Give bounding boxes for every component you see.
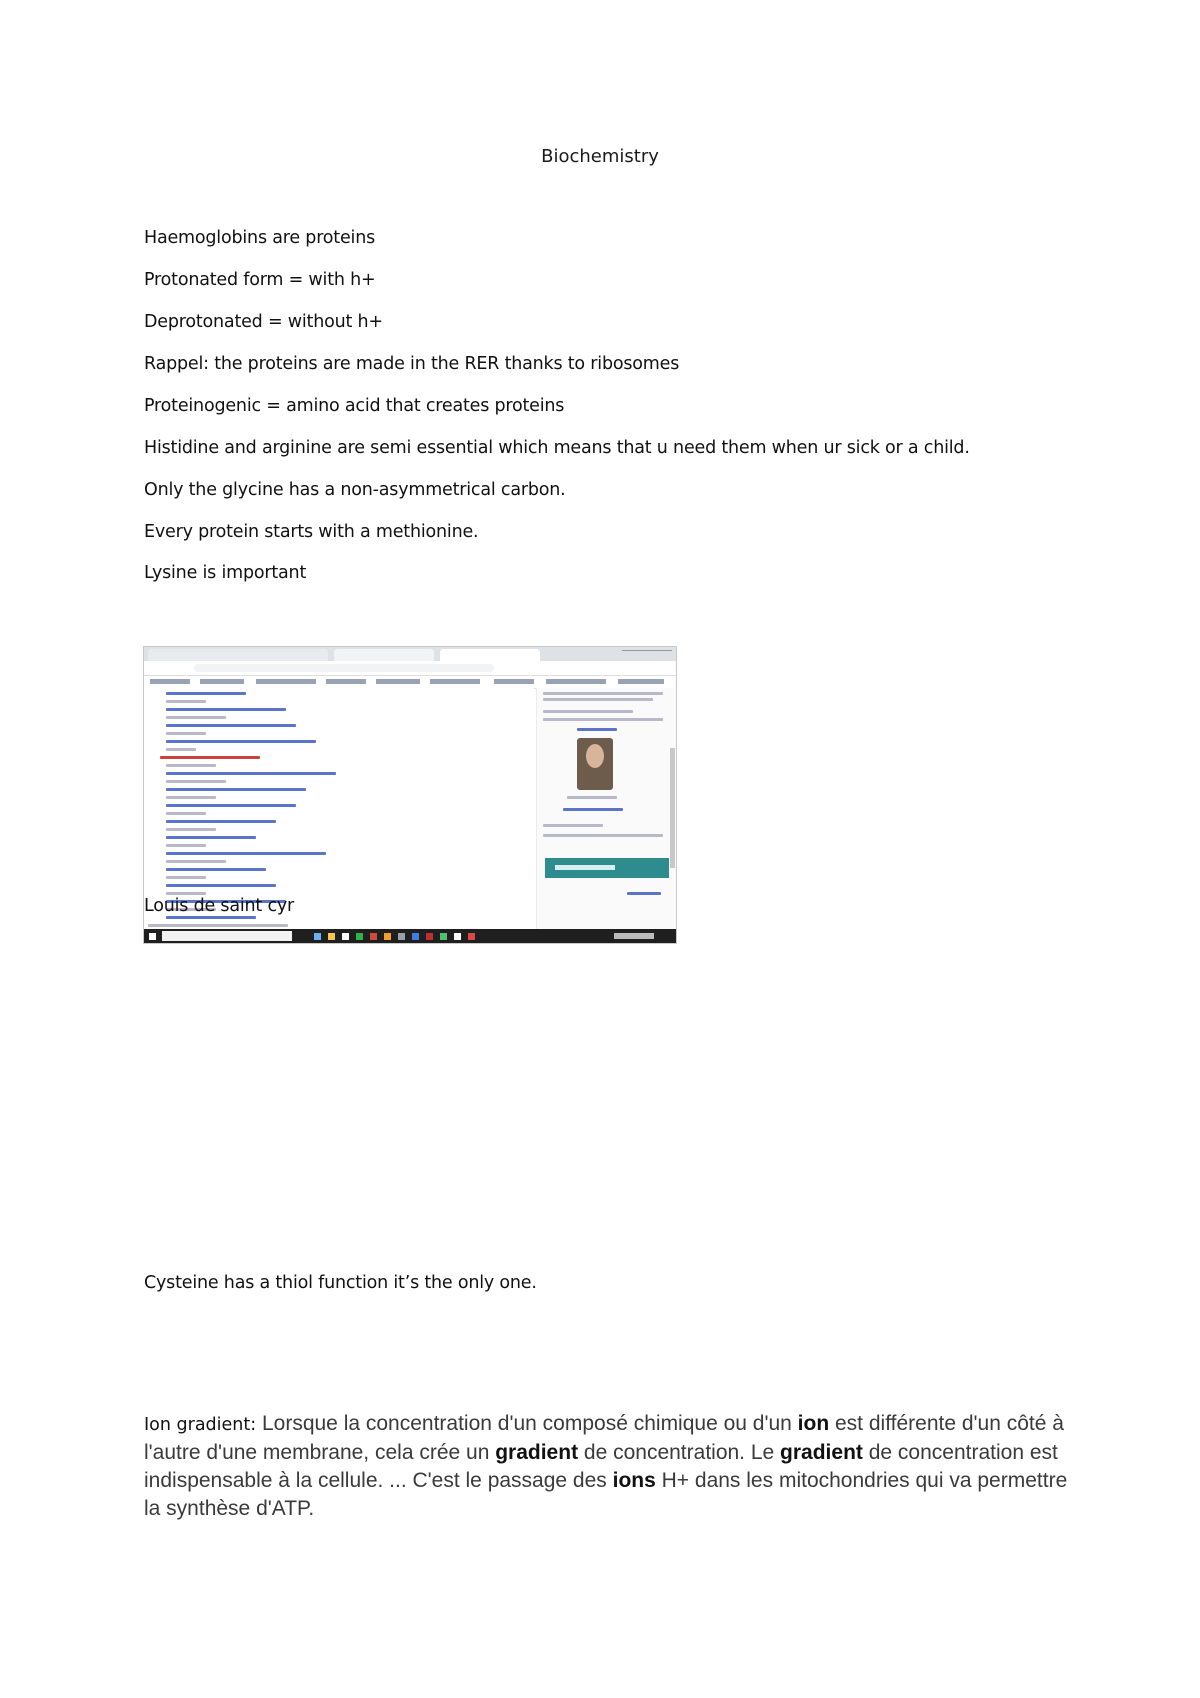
image-caption: Louis de saint cyr — [144, 896, 295, 916]
bold-term: ions — [612, 1469, 656, 1492]
screenshot-side-panel — [536, 688, 677, 929]
bold-term: gradient — [495, 1441, 579, 1464]
screenshot-file-list — [144, 688, 534, 929]
browser-tab — [334, 649, 434, 661]
text-line: Cysteine has a thiol function it’s the only one. — [144, 1273, 537, 1293]
paragraph-text: Lorsque la concentration d'un composé chimique ou d'un — [256, 1412, 798, 1435]
document-title: Biochemistry — [541, 146, 659, 167]
text-line: Rappel: the proteins are made in the RER thanks to ribosomes — [144, 354, 680, 374]
paragraph-text: de concentration est indispensable à la cellule. ... C'est le passage des — [144, 1441, 1058, 1492]
paragraph-text: de concentration. Le — [578, 1441, 781, 1464]
text-line: Lysine is important — [144, 563, 307, 583]
person-photo — [577, 738, 613, 790]
start-icon — [149, 933, 156, 940]
browser-tab — [148, 649, 328, 661]
paragraph-text: est différente d'un côté à l'autre d'une membrane, cela crée un — [144, 1412, 1064, 1464]
teal-banner — [545, 858, 669, 878]
browser-tab-strip — [144, 647, 676, 661]
bold-term: gradient — [780, 1441, 863, 1464]
text-line: Haemoglobins are proteins — [144, 228, 376, 248]
scrollbar — [670, 748, 675, 868]
ion-gradient-paragraph — [144, 1410, 1074, 1523]
text-line: Proteinogenic = amino acid that creates proteins — [144, 396, 565, 416]
text-line: Deprotonated = without h+ — [144, 312, 383, 332]
text-line: Only the glycine has a non-asymmetrical carbon. — [144, 480, 566, 500]
text-line: Protonated form = with h+ — [144, 270, 376, 290]
taskbar-search — [162, 931, 292, 941]
omnibox — [194, 664, 494, 672]
bold-term: ion — [797, 1412, 830, 1435]
taskbar — [144, 929, 676, 943]
browser-tab — [440, 649, 540, 661]
text-line: Every protein starts with a methionine. — [144, 522, 479, 542]
text-line: Histidine and arginine are semi essential which means that u need them when ur sick or a child. — [144, 438, 970, 458]
paragraph-text: H+ dans les mitochondries qui va permettre la synthèse d'ATP. — [144, 1469, 1068, 1520]
window-controls-icon — [622, 650, 672, 658]
ion-gradient-label: Ion gradient: — [144, 1415, 257, 1435]
